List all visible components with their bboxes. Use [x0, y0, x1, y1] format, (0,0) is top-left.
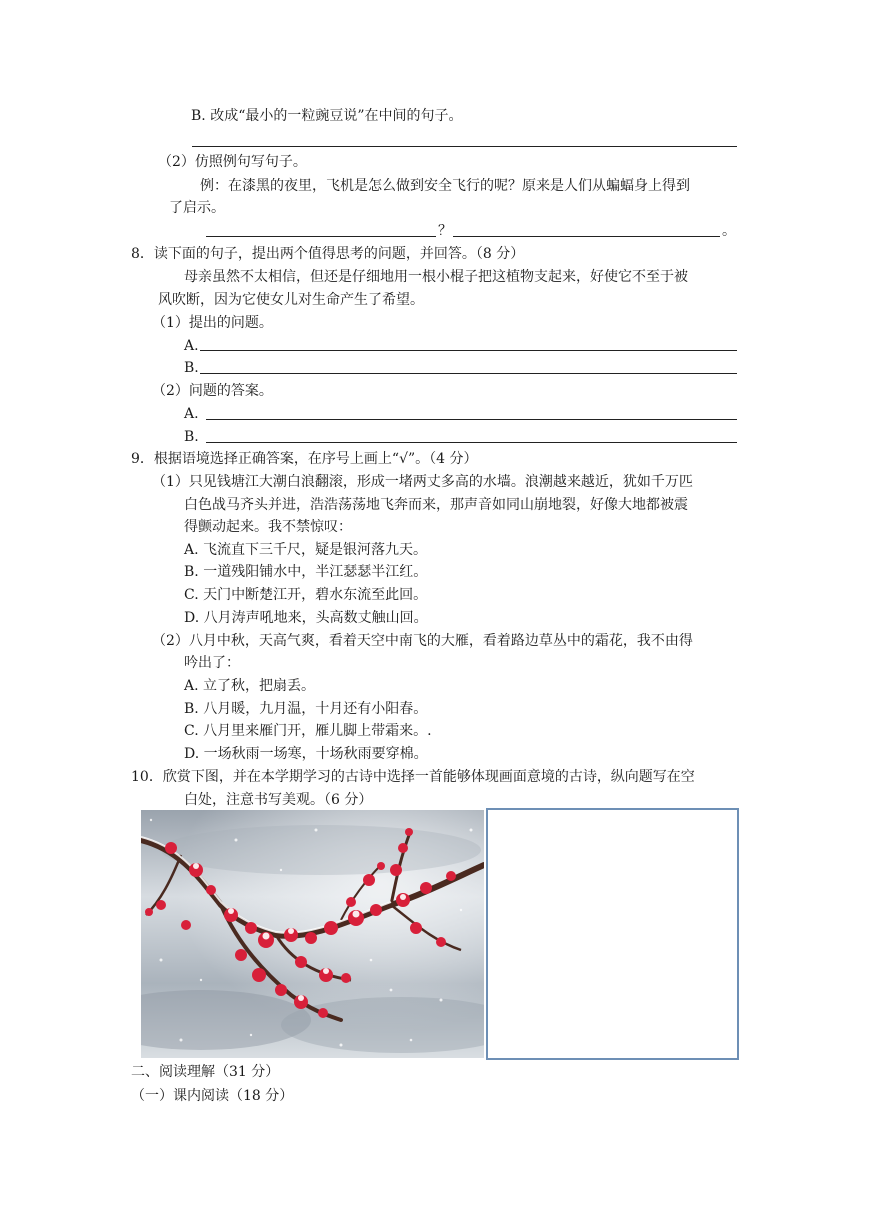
- q9-sub1-option-c[interactable]: C. 天门中断楚江开，碧水东流至此回。: [184, 587, 428, 603]
- q7-example-line1: 例：在漆黑的夜里，飞机是怎么做到安全飞行的呢？原来是人们从蝙蝠身上得到: [200, 178, 690, 194]
- q8-passage-line2: 风吹断，因为它使女儿对生命产生了希望。: [158, 292, 424, 308]
- q8-part2-title: （2）问题的答案。: [152, 383, 273, 399]
- q8-part1-title: （1）提出的问题。: [152, 315, 273, 331]
- q8-part2-b-line[interactable]: [206, 442, 737, 443]
- q9-sub2-option-b[interactable]: B. 八月暖，九月温，十月还有小阳春。: [184, 701, 428, 717]
- q8-part2-a-line[interactable]: [206, 419, 737, 420]
- q9-title: 9．根据语境选择正确答案，在序号上画上“√”。（4 分）: [131, 451, 478, 467]
- q8-title: 8．读下面的句子，提出两个值得思考的问题，并回答。（8 分）: [131, 246, 525, 262]
- section2-sub1-title: （一）课内阅读（18 分）: [131, 1088, 294, 1104]
- q10-title-line1: 10．欣赏下图，并在本学期学习的古诗中选择一首能够体现画面意境的古诗，纵向题写在空: [131, 769, 695, 785]
- q9-sub1-line2: 白色战马齐头并进，浩浩荡荡地飞奔而来，那声音如同山崩地裂，好像大地都被震: [184, 497, 688, 513]
- snow-plum-blossom-icon: [141, 810, 484, 1058]
- q9-sub1-option-b[interactable]: B. 一道残阳铺水中，半江瑟瑟半江红。: [184, 564, 428, 580]
- q8-passage-line1: 母亲虽然不太相信，但还是仔细地用一根小棍子把这植物支起来，好使它不至于被: [184, 269, 688, 285]
- q9-sub1-line1: （1）只见钱塘江大潮白浪翻滚，形成一堵两丈多高的水墙。浪潮越来越近，犹如千万匹: [152, 474, 693, 490]
- q7-answer-line-2[interactable]: [453, 236, 720, 237]
- q7-example-line2: 了启示。: [169, 200, 225, 216]
- q9-sub2-option-d[interactable]: D. 一场秋雨一场寒，十场秋雨要穿棉。: [184, 746, 428, 762]
- q9-sub2-option-c[interactable]: C. 八月里来雁门开，雁儿脚上带霜来。.: [184, 723, 432, 739]
- q9-sub2-line2: 吟出了：: [184, 655, 240, 671]
- q8-part1-a-label: A.: [184, 338, 199, 354]
- q8-part1-a-line[interactable]: [200, 350, 737, 351]
- q9-sub2-option-a[interactable]: A. 立了秋，把扇丢。: [184, 678, 316, 694]
- q10-title-line2: 白处，注意书写美观。（6 分）: [184, 792, 373, 808]
- q7-item-b-answer-line[interactable]: [192, 146, 737, 147]
- q7-question-mark: ？: [438, 223, 452, 239]
- q9-sub1-line3: 得颤动起来。我不禁惊叹：: [184, 519, 352, 535]
- q8-part1-b-label: B.: [184, 360, 199, 376]
- q9-sub1-option-a[interactable]: A. 飞流直下三千尺，疑是银河落九天。: [184, 542, 428, 558]
- q7-period: 。: [722, 223, 736, 239]
- section2-title: 二、阅读理解（31 分）: [131, 1064, 280, 1080]
- q8-part2-b-label: B.: [184, 429, 199, 445]
- q7-item-b: B. 改成“最小的一粒豌豆说”在中间的句子。: [191, 108, 463, 124]
- q7-answer-line-1[interactable]: [206, 236, 436, 237]
- q8-part1-b-line[interactable]: [200, 373, 737, 374]
- q7-part2-title: （2）仿照例句写句子。: [158, 154, 307, 170]
- q9-sub2-line1: （2）八月中秋，天高气爽，看着天空中南飞的大雁，看着路边草丛中的霜花，我不由得: [152, 633, 693, 649]
- poem-writing-box[interactable]: [486, 808, 739, 1060]
- q8-part2-a-label: A.: [184, 406, 199, 422]
- q9-sub1-option-d[interactable]: D. 八月涛声吼地来，头高数丈触山回。: [184, 610, 428, 626]
